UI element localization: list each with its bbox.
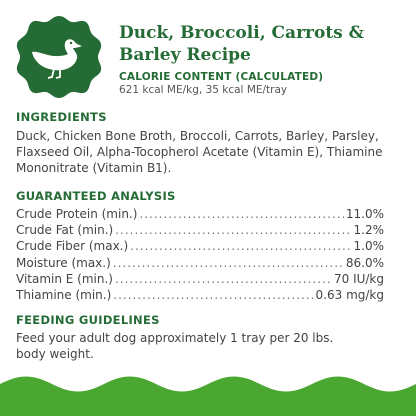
bottom-wave-decoration: [0, 366, 416, 416]
analysis-label: Crude Fat (min.): [16, 223, 114, 238]
guaranteed-analysis-heading: GUARANTEED ANALYSIS: [16, 189, 176, 203]
calorie-content-label: CALORIE CONTENT (CALCULATED): [119, 71, 324, 83]
analysis-row-moisture: [16, 255, 384, 271]
analysis-row-crude-fat: [16, 222, 384, 238]
dot-leader: [130, 238, 351, 254]
recipe-title: Duck, Broccoli, Carrots & Barley Recipe: [119, 23, 365, 65]
dot-leader: [139, 206, 343, 222]
ingredients-text: Duck, Chicken Bone Broth, Broccoli, Carrots, Barley, Parsley, Flaxseed Oil, Alpha-Tocopherol Acetate (Vitamin E), Thiamine Mononitrate (Vitamin B1).: [16, 129, 383, 175]
guaranteed-analysis-table: [16, 206, 384, 303]
dot-leader: [113, 255, 344, 271]
analysis-value: 70 IU/kg: [333, 271, 384, 286]
analysis-row-thiamine: [16, 287, 384, 303]
feeding-guidelines-heading: FEEDING GUIDELINES: [16, 313, 160, 327]
dot-leader: [115, 222, 351, 238]
ingredients-heading: INGREDIENTS: [16, 110, 107, 124]
analysis-label: Crude Fiber (max.): [16, 239, 129, 254]
analysis-label: Moisture (max.): [16, 255, 111, 270]
dot-leader: [115, 271, 332, 287]
analysis-value: 1.2%: [353, 223, 384, 238]
analysis-value: 1.0%: [353, 239, 384, 254]
analysis-row-vitamin-e: [16, 271, 384, 287]
analysis-value: 86.0%: [345, 255, 384, 270]
analysis-label: Vitamin E (min.): [16, 271, 113, 286]
duck-eye: [70, 42, 72, 44]
wave-shape: [0, 366, 416, 416]
analysis-label: Crude Protein (min.): [16, 207, 138, 221]
duck-icon: [16, 14, 102, 100]
analysis-value: 0.63 mg/kg: [315, 288, 384, 303]
recipe-badge: [16, 14, 102, 100]
analysis-row-crude-fiber: [16, 238, 384, 254]
dot-leader: [113, 287, 313, 303]
analysis-row-crude-protein: [16, 206, 384, 222]
analysis-value: 11.0%: [345, 207, 384, 221]
feeding-guidelines-text: Feed your adult dog approximately 1 tray per 20 lbs. body weight.: [16, 331, 334, 361]
analysis-label: Thiamine (min.): [16, 288, 112, 303]
calorie-content-value: 621 kcal ME/kg, 35 kcal ME/tray: [119, 84, 288, 96]
